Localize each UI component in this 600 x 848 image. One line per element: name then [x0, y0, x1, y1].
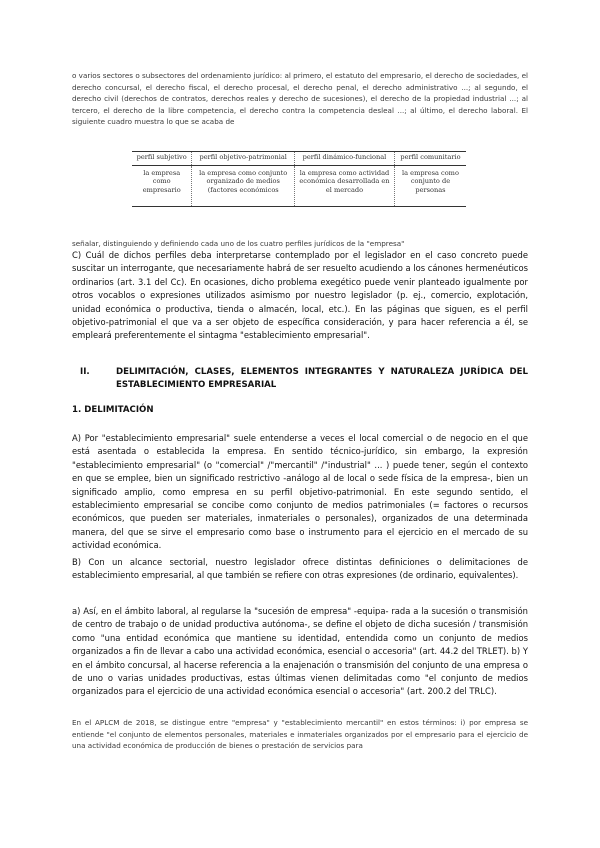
table-header-cell: perfil subjetivo	[132, 152, 192, 166]
subsection-heading: 1. DELIMITACIÓN	[72, 405, 154, 415]
section-number: II.	[80, 367, 90, 377]
table-header-row	[132, 152, 466, 166]
paragraph-c: C) Cuál de dichos perfiles deba interpretarse contemplado por el legislador en el caso concreto puede suscitar un interrogante, que necesariamente habrá de ser resuelto acudiendo a los cánones hermenéuticos ordinarios (art. 3.1 del Cc). En ocasiones, dicho problema exegético puede venir planteado igualmente por otros vocablos o expresiones utilizados asimismo por nuestro legislador (p. ej., comercio, explotación, unidad económica o productiva, tienda o almacén, local, etc.). En las páginas que siguen, es el perfil objetivo-patrimonial el que va a ser objeto de específica consideración, y para hacer referencia a él, se empleará preferentemente el sintagma "establecimiento empresarial".	[72, 250, 528, 341]
intro-paragraph: o varios sectores o subsectores del ordenamiento jurídico: al primero, el estatuto del empresario, el derecho de sociedades, el derecho concursal, el derecho fiscal, el derecho procesal, el derecho penal, el derecho administrativo ...; al segundo, el derecho civil (derechos de contratos, derechos reales y derecho de sucesiones), el derecho de la propiedad industrial ...; al tercero, el derecho de la libre competencia, el derecho contra la competencia desleal ...; al último, el derecho laboral. El siguiente cuadro muestra lo que se acaba de	[72, 71, 528, 127]
table-cell: la empresa como empresario	[132, 165, 192, 206]
profiles-table	[132, 151, 466, 207]
paragraph-a2: a) Así, en el ámbito laboral, al regularse la "sucesión de empresa" -equipa- rada a la sucesión o transmisión de centro de trabajo o de unidad productiva autónoma-, se define el objeto de dicha sucesión / transmisión como "una entidad económica que mantiene su identidad, entendida como un conjunto de medios organizados a fin de llevar a cabo una actividad económica, esencial o accesoria" (art. 44.2 del TRLET). b) Y en el ámbito concursal, al hacerse referencia a la enajenación o transmisión del conjunto de una empresa o de uno o varias unidades productivas, estas últimas vienen delimitadas como "el conjunto de medios organizados para el ejercicio de una actividad económica esencial o accesoria" (art. 200.2 del TRLC).	[72, 606, 528, 697]
table-cell: la empresa como actividad económica desarrollada en el mercado	[294, 165, 394, 206]
after-table-text: señalar, distinguiendo y definiendo cada uno de los cuatro perfiles jurídicos de la "empresa"	[72, 239, 405, 248]
table-row	[132, 165, 466, 206]
table-header-cell: perfil dinámico-funcional	[294, 152, 394, 166]
paragraph-a: A) Por "establecimiento empresarial" suele entenderse a veces el local comercial o de negocio en el que está asentada o establecida la empresa. En sentido técnico-jurídico, sin embargo, la expresión "establecimiento empresarial" (o "comercial" /"mercantil" /"industrial" ... ) puede tener, según el contexto en que se emplee, bien un significado restrictivo -análogo al de local o sede física de la empresa-, bien un significado amplio, como empresa en su perfil objetivo-patrimonial. En este segundo sentido, el establecimiento empresarial se concibe como conjunto de medios patrimoniales (= factores o recursos económicos, que pueden ser materiales, inmateriales o personales), organizados de una determinada manera, del que se sirve el empresario como base o instrumento para el ejercicio en el mercado de su actividad económica.	[72, 433, 528, 551]
table-header-cell: perfil objetivo-patrimonial	[192, 152, 295, 166]
section-heading	[72, 366, 528, 392]
table-cell: la empresa como conjunto organizado de medios (factores económicos	[192, 165, 295, 206]
section-title: DELIMITACIÓN, CLASES, ELEMENTOS INTEGRANTES Y NATURALEZA JURÍDICA DEL ESTABLECIMIENTO EMPRESARIAL	[116, 367, 528, 390]
table-cell: la empresa como conjunto de personas	[394, 165, 466, 206]
table-header-cell: perfil comunitario	[394, 152, 466, 166]
paragraph-b: B) Con un alcance sectorial, nuestro legislador ofrece distintas definiciones o delimitaciones de establecimiento empresarial, al que también se refiere con otras expresiones (de ordinario, equivalentes).	[72, 557, 528, 581]
final-paragraph: En el APLCM de 2018, se distingue entre "empresa" y "establecimiento mercantil" en estos términos: i) por empresa se entiende "el conjunto de elementos personales, materiales e inmateriales organizados por el empresario para el ejercicio de una actividad económica de producción de bienes o prestación de servicios para	[72, 718, 528, 751]
